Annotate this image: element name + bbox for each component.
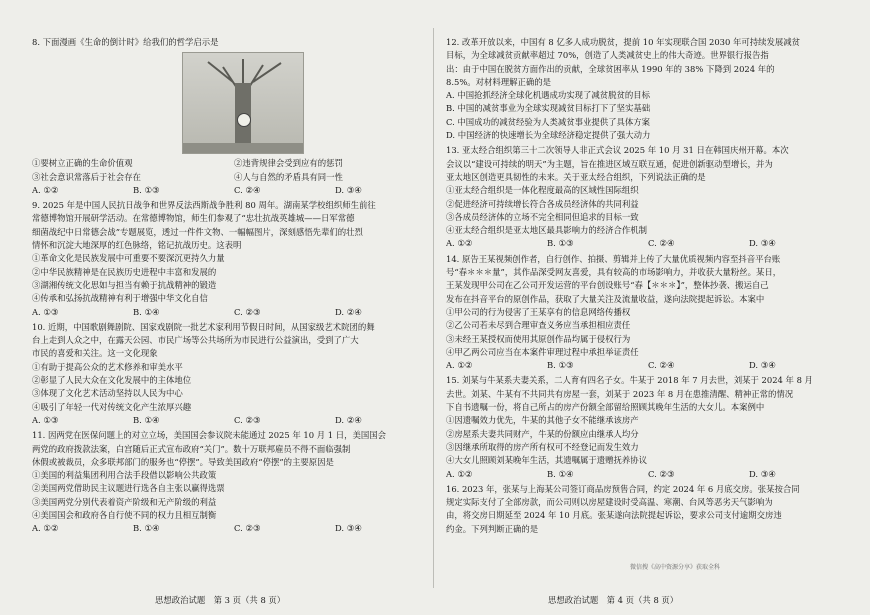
stem-line: 11. 因两党在医保问题上的对立立场，美国国会参议院未能通过 2025 年 10 月 1 日，美国国会 xyxy=(32,430,387,441)
option: B. 中国的减贫事业为全球实现减贫目标打下了坚实基础 xyxy=(446,103,651,114)
question-8-stem: 8. 下面漫画《生命的倒计时》给我们的哲学启示是 xyxy=(32,37,219,47)
column-divider xyxy=(433,28,434,588)
stem-line: 12. 改革开放以来，中国有 8 亿多人成功脱贫，提前 10 年实现联合国 2030 年可持续发展减贫 xyxy=(446,37,801,47)
option: ②美国两党借助民主议题进行选各自主张以赢得选票 xyxy=(32,483,225,494)
option: ③美国两党分别代表着资产阶级和无产阶级的利益 xyxy=(32,496,217,507)
answer-choice: C. ②④ xyxy=(648,238,675,249)
question-16 xyxy=(446,483,850,536)
option: ①甲公司的行为侵害了王某享有的信息网络传播权 xyxy=(446,306,631,317)
stem-line: 规定实际支付了全部房款，而公司则以房屋建设时受高温、寒潮、台风等恶劣天气影响为 xyxy=(446,497,773,508)
option: ①因遗嘱效力优先，牛某的其他子女不能继承该房产 xyxy=(446,415,639,426)
answer-choice: A. ①② xyxy=(32,184,59,195)
stem-line: 16. 2023 年，张某与上海某公司签订商品房预售合同，约定 2024 年 6 月底交房。张某按合同 xyxy=(446,483,800,494)
ground xyxy=(183,143,303,153)
stem-line: 13. 亚太经合组织第三十二次领导人非正式会议 2025 年 10 月 31 日在韩国庆州开幕。本次 xyxy=(446,145,789,156)
page-footer-text: 思想政治试题 第 4 页（共 8 页） xyxy=(548,595,679,605)
stem-line: 台上走到人众之中，在露天公园、市民广场等公共场所为市民进行公益演出，受到了广大 xyxy=(32,335,359,346)
answer-choice: D. ②④ xyxy=(335,414,362,425)
option: ②房屋系夫妻共同财产，牛某的份额应由继承人均分 xyxy=(446,428,639,439)
answer-choice: D. ③④ xyxy=(335,523,362,534)
answer-choice: B. ①④ xyxy=(547,468,574,479)
option: ④美国国会和政府各自行使不同的权力且相互制衡 xyxy=(32,510,217,521)
question-13 xyxy=(446,144,850,250)
stem-line: 细菌战纪中日常德会战”专题展览，透过一件件文物、一幅幅图片，深刻感悟先辈们的壮烈 xyxy=(32,226,363,237)
option: ③社会意识常落后于社会存在 xyxy=(32,171,141,182)
option: ③体现了文化艺术活动坚持以人民为中心 xyxy=(32,388,183,399)
option: ④吸引了年轻一代对传统文化产生浓厚兴趣 xyxy=(32,401,192,412)
option: ③各成员经济体的立场不完全相同但追求的目标一致 xyxy=(446,211,639,222)
stem-line: 两党的政府拨款法案，白宫随后正式宣布政府“关门”。数十万联邦雇员不得不面临强制 xyxy=(32,443,351,454)
option: A. 中国抢抓经济全球化机遇成功实现了减贫脱贫的目标 xyxy=(446,90,650,101)
option: ④甲乙两公司应当在本案件审理过程中承担举证责任 xyxy=(446,346,639,357)
option: ①要树立正确的生命价值观 xyxy=(32,158,133,169)
answer-choice: A. ①② xyxy=(32,523,59,534)
answer-choice: A. ①② xyxy=(446,360,473,371)
answer-choice: D. ③④ xyxy=(749,238,776,249)
answer-choice: A. ①③ xyxy=(32,306,59,317)
answer-choice: D. ②④ xyxy=(335,306,362,317)
answer-choice: C. ②④ xyxy=(648,360,675,371)
stem-line: 情怀和沉淀大地深厚的红色脉络，铭记抗战历史。这表明 xyxy=(32,240,242,251)
option: ②彰显了人民大众在文化发展中的主体地位 xyxy=(32,375,192,386)
answer-choice: B. ①③ xyxy=(133,184,160,195)
answer-choice: C. ②③ xyxy=(234,523,261,534)
option: ①亚太经合组织是一体化程度最高的区域性国际组织 xyxy=(446,185,639,196)
answer-choice: C. ②③ xyxy=(234,414,261,425)
stem-line: 15. 刘某与牛某系夫妻关系，二人育有四名子女。牛某于 2018 年 7 月去世，刘某于 2024 年 8 月 xyxy=(446,375,813,386)
stem-line: 去世。刘某、牛某有不共同共有房屋一套，刘某于 2023 年 8 月在患推清醒、精神正常的情况 xyxy=(446,388,794,399)
stem-line: 由，将交房日期延至 2024 年 10 月底。张某遂向法院提起诉讼，要求公司支付逾期交房违 xyxy=(446,510,782,521)
answer-choice: C. ②③ xyxy=(648,468,675,479)
option: ①有助于提高公众的艺术修养和审美水平 xyxy=(32,361,183,372)
option: ②乙公司若未尽到合理审查义务应当承担相应责任 xyxy=(446,320,631,331)
stem-line xyxy=(446,523,850,536)
question-10 xyxy=(32,321,436,427)
question-11 xyxy=(32,429,436,535)
answer-choice: C. ②③ xyxy=(234,306,261,317)
stem-line: 9. 2025 年是中国人民抗日战争和世界反法西斯战争胜利 80 周年。湖南某学校组织师生前往 xyxy=(32,200,376,211)
option: ④亚太经合组织是亚太地区最具影响力的经济合作机制 xyxy=(446,225,647,236)
option: ②中华民族精神是在民族历史进程中丰富和发展的 xyxy=(32,266,217,277)
answer-choice: D. ③④ xyxy=(749,468,776,479)
page-footer-right xyxy=(548,594,678,606)
option: ④大女儿照顾刘某晚年生活，其遗嘱属于遗赠抚养协议 xyxy=(446,455,647,466)
left-column xyxy=(32,34,436,536)
stem-line: 下自书遗嘱一份，将自己所占的房产份额全部留给照顾其晚年生活的大女儿。本案例中 xyxy=(446,402,765,413)
cartoon-figure xyxy=(182,52,304,154)
stem-line: 出：由于中国在脱贫方面作出的贡献，全球贫困率从 1990 年的 38% 下降到 2024 年的 xyxy=(446,63,775,74)
answer-choice: A. ①③ xyxy=(32,414,59,425)
stem-line: 王某发现甲公司在乙公司开发运营的平台创设账号“春【＊＊＊】”，整体抄袭、搬运自己 xyxy=(446,280,769,291)
stem-line: 亚太地区创造更具韧性的未来。关于亚太经合组织，下列说法正确的是 xyxy=(446,171,706,182)
stem-line: 号“春＊＊＊量”，其作品深受网友喜爱，具有较高的市场影响力，并收获大量粉丝。某日， xyxy=(446,267,782,278)
answer-choice: C. ②④ xyxy=(234,184,261,195)
option: ②违背规律会受到应有的惩罚 xyxy=(234,158,343,169)
option: ①美国的利益集团利用合法手段借以影响公共政策 xyxy=(32,470,217,481)
answer-choice: B. ①④ xyxy=(133,306,160,317)
option: D. 中国经济的快速增长为全球经济稳定提供了强大动力 xyxy=(446,130,651,141)
stem-line: 14. 原告王某视频创作者，自行创作、拍摄、剪辑并上传了大量优质视频内容至抖音平台账 xyxy=(446,253,781,264)
question-8 xyxy=(32,36,436,197)
answer-choice: B. ①④ xyxy=(133,523,160,534)
question-15 xyxy=(446,374,850,480)
option: ④传承和弘扬抗战精神有利于增强中华文化自信 xyxy=(32,293,208,304)
answer-choice: D. ③④ xyxy=(749,360,776,371)
stem-line: 目标，为全球减贫贡献率超过 70%，创造了人类减贫史上的伟大奇迹。世界银行报告指 xyxy=(446,50,769,61)
question-12 xyxy=(446,36,850,142)
question-9 xyxy=(32,199,436,319)
option: ①革命文化是民族发展中可重要不要深沉更持久力量 xyxy=(32,253,225,264)
option: ②促进经济可持续增长符合各成员经济体的共同利益 xyxy=(446,198,639,209)
stem-line: 休假或被裁员，众多联邦部门的服务也“停摆”。导致美国政府“停摆”的主要原因是 xyxy=(32,456,334,467)
option: C. 中国成功的减贫经验为人类减贫事业提供了具体方案 xyxy=(446,116,651,127)
stem-line-text: 约金。下列判断正确的是 xyxy=(446,523,539,534)
page-footer-left: 思想政治试题 第 3 页（共 8 页） xyxy=(155,595,286,605)
answer-choice: B. ①③ xyxy=(547,360,574,371)
right-column xyxy=(446,34,850,536)
answer-choice: B. ①③ xyxy=(547,238,574,249)
stem-line: 发布在抖音平台的原创作品，获取了大量关注及流量收益，遂向法院提起诉讼。本案中 xyxy=(446,293,765,304)
answer-choice: A. ①② xyxy=(446,468,473,479)
option: ③湖湘传统文化思如与担当有赖于抗战精神的锻造 xyxy=(32,279,217,290)
stem-line: 8.5%。对材料理解正确的是 xyxy=(446,76,552,87)
option: ④人与自然的矛盾具有同一性 xyxy=(234,171,343,182)
answer-choice: B. ①④ xyxy=(133,414,160,425)
stem-line: 常德博物馆开展研学活动。在常德博物馆，师生们参观了“忠壮抗战英雄城——日军常德 xyxy=(32,213,355,224)
answer-choice: A. ①② xyxy=(446,238,473,249)
stem-line: 市民的喜爱和关注。这一文化现象 xyxy=(32,348,158,359)
answer-choice: D. ③④ xyxy=(335,184,362,195)
option: ③未经王某授权而使用其原创作品均属于侵权行为 xyxy=(446,333,631,344)
stem-line: 会议以“建设可持续的明天”为主题，旨在推进区域互联互通，促进创新驱动型增长，并为 xyxy=(446,158,773,169)
watermark-stamp: 微信搜《高中资源分享》获取全科 xyxy=(630,564,721,571)
option: ③因继承所取得的房产所有权可不经登记而发生效力 xyxy=(446,441,639,452)
stem-line: 10. 近期，中国歌剧舞剧院、国家戏剧院一批艺术家利用节假日时间，从国家级艺术院团的舞 xyxy=(32,321,375,332)
question-14 xyxy=(446,253,850,373)
